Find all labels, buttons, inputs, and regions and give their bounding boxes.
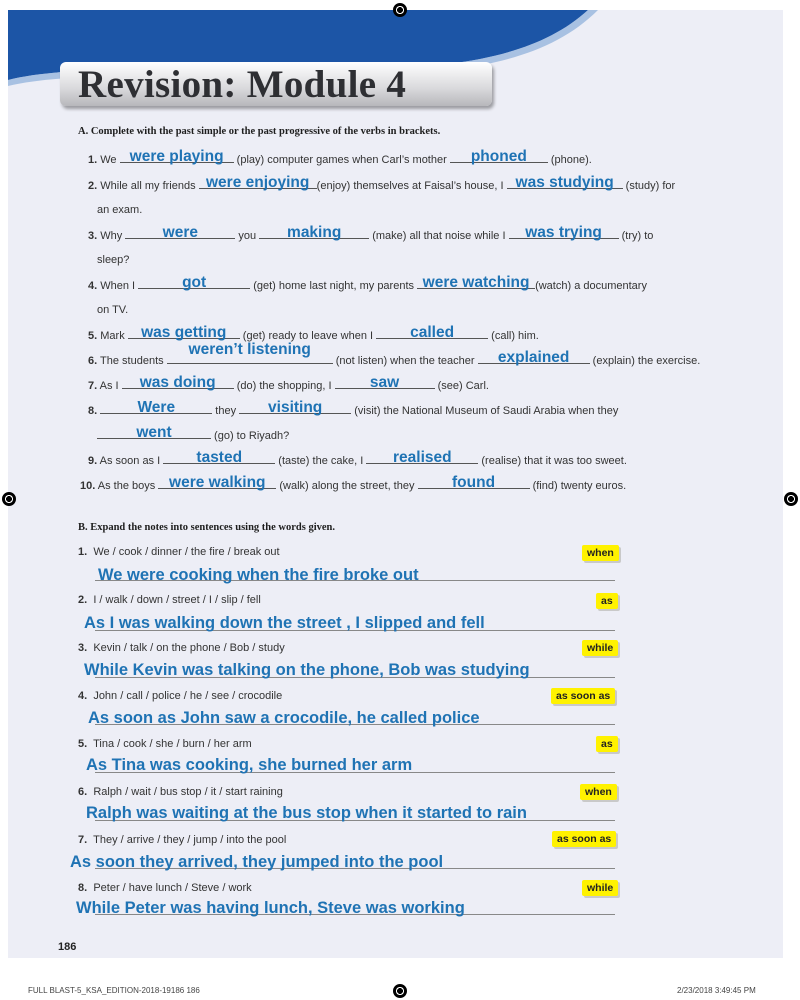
prompt-text: We / cook / dinner / the fire / break out [93,546,280,558]
item-text: (find) twenty euros. [529,480,627,492]
prompt-text: I / walk / down / street / I / slip / fell [93,594,261,606]
section-a-heading: A. Complete with the past simple or the past progressive of the verbs in brackets. [78,126,441,137]
keyword-tag: while [582,880,618,896]
item-text: While all my friends [100,180,199,192]
item-number: 10. [80,480,96,492]
item-text: (try) to [618,230,654,242]
answer-text: were walking [169,473,266,491]
item-continuation: an exam. [97,204,143,216]
item-text: (visit) the National Museum of Saudi Arabia when they [351,405,619,417]
answer-blank[interactable] [125,223,235,241]
section-b-heading: B. Expand the notes into sentences using the words given. [78,522,335,533]
item-text: (watch) a documentary [535,280,647,292]
exercise-a-item-6 [88,340,701,369]
answer-sentence: As I was walking down the street , I slipped and fell [84,614,485,632]
answer-blank[interactable] [366,448,478,466]
answer-text: was studying [515,173,614,191]
prompt-text: They / arrive / they / jump / into the pool [93,834,287,846]
keyword-tag: while [582,640,618,656]
item-continuation: sleep? [97,254,130,266]
answer-text: visiting [268,398,323,416]
keyword-tag: when [582,545,619,561]
item-number: 8. [78,882,88,894]
item-number: 3. [78,642,88,654]
item-text: (do) the shopping, I [233,380,335,392]
item-text: (taste) the cake, I [275,455,367,467]
answer-blank[interactable] [100,398,212,416]
exercise-a-item-1 [88,147,592,168]
item-text: (see) Carl. [434,380,489,392]
keyword-tag: as soon as [552,831,616,847]
answer-blank[interactable] [259,223,369,241]
item-number: 3. [88,230,98,242]
exercise-a-item-8 [88,398,619,419]
answer-text: went [136,423,172,441]
item-number: 1. [88,154,98,166]
answer-text: called [410,323,455,341]
answer-text: tasted [196,448,243,466]
answer-sentence: As Tina was cooking, she burned her arm [86,756,413,774]
answer-blank[interactable] [507,173,623,191]
item-number: 5. [78,738,88,750]
exercise-b-prompt-2 [78,594,261,606]
exercise-a-item-3 [88,223,654,244]
item-number: 1. [78,546,88,558]
keyword-tag: as [596,593,618,609]
exercise-a-item-7 [88,373,489,394]
answer-sentence: While Peter was having lunch, Steve was working [76,899,465,917]
answer-sentence: Ralph was waiting at the bus stop when it started to rain [86,804,527,822]
item-text: As soon as I [99,455,164,467]
answer-text: got [182,273,207,291]
answer-blank[interactable] [239,398,351,416]
answer-text: were enjoying [205,173,310,191]
item-text: We [100,154,120,166]
page-number: 186 [58,941,77,953]
answer-blank[interactable] [417,273,535,291]
item-text: As the boys [97,480,159,492]
prompt-text: Kevin / talk / on the phone / Bob / study [93,642,285,654]
item-text: (call) him. [488,330,539,342]
item-text: (explain) the exercise. [589,355,701,367]
item-number: 8. [88,405,98,417]
item-text: (phone). [547,154,592,166]
item-text: (enjoy) themselves at Faisal’s house, I [316,180,507,192]
answer-text: were watching [422,273,530,291]
answer-blank[interactable] [376,323,488,341]
item-number: 6. [88,355,98,367]
registration-mark-icon [393,984,407,998]
keyword-tag: as soon as [551,688,615,704]
exercise-b-prompt-6 [78,786,283,798]
exercise-a-item-4 [88,273,647,294]
exercise-b-prompt-8 [78,882,252,894]
answer-blank[interactable] [128,323,240,341]
item-number: 9. [88,455,98,467]
answer-sentence: As soon as John saw a crocodile, he called police [88,709,480,727]
keyword-tag: as [596,736,618,752]
answer-blank[interactable] [199,173,317,191]
answer-blank[interactable] [167,340,333,364]
answer-text: found [452,473,496,491]
exercise-a-item-2 [88,173,676,194]
answer-sentence: While Kevin was talking on the phone, Bob was studying [84,661,530,679]
answer-text: were [162,223,198,241]
prompt-text: Peter / have lunch / Steve / work [93,882,252,894]
answer-blank[interactable] [478,348,590,366]
answer-blank[interactable] [158,473,276,491]
answer-blank[interactable] [138,273,250,291]
answer-text: making [287,223,342,241]
prompt-text: Ralph / wait / bus stop / it / start raining [93,786,283,798]
item-number: 2. [78,594,88,606]
answer-text: Were [137,398,176,416]
exercise-b-prompt-7 [78,834,286,846]
prompt-text: Tina / cook / she / burn / her arm [93,738,252,750]
answer-blank[interactable] [335,373,435,391]
answer-text: was getting [141,323,227,341]
answer-text: weren’t listening [188,340,311,358]
item-number: 2. [88,180,98,192]
answer-blank[interactable] [122,373,234,391]
item-number: 4. [88,280,98,292]
answer-text: was trying [525,223,602,241]
item-text: (get) home last night, my parents [250,280,418,292]
item-text: (play) computer games when Carl’s mother [233,154,450,166]
answer-blank[interactable] [97,423,211,441]
answer-text: were playing [129,147,224,165]
item-text: you [235,230,260,242]
item-text: (go) to Riyadh? [211,430,290,442]
answer-blank[interactable] [450,147,548,165]
registration-mark-icon [393,3,407,17]
footer-file-info: FULL BLAST-5_KSA_EDITION-2018-19186 186 [28,986,200,995]
answer-blank[interactable] [509,223,619,241]
item-number: 4. [78,690,88,702]
answer-sentence: As soon they arrived, they jumped into the pool [70,853,444,871]
answer-blank[interactable] [163,448,275,466]
prompt-text: John / call / police / he / see / crocodile [93,690,283,702]
exercise-b-prompt-4 [78,690,282,702]
item-continuation: on TV. [97,304,129,316]
exercise-a-item-9 [88,448,627,469]
answer-blank[interactable] [418,473,530,491]
registration-mark-icon [784,492,798,506]
answer-blank[interactable] [120,147,234,165]
item-text: (make) all that noise while I [369,230,509,242]
item-text: The students [100,355,167,367]
registration-mark-icon [2,492,16,506]
item-text: As I [99,380,122,392]
item-text: (realise) that it was too sweet. [478,455,627,467]
item-text: (get) ready to leave when I [239,330,377,342]
item-text: When I [100,280,139,292]
answer-text: realised [393,448,452,466]
keyword-tag: when [580,784,617,800]
answer-text: was doing [139,373,216,391]
item-text: they [212,405,240,417]
item-number: 5. [88,330,98,342]
exercise-a-item-8-continuation [97,423,290,444]
item-number: 6. [78,786,88,798]
answer-text: phoned [470,147,527,165]
exercise-b-prompt-5 [78,738,252,750]
item-text: (not listen) when the teacher [332,355,478,367]
item-text: Mark [100,330,128,342]
answer-text: explained [497,348,570,366]
footer-timestamp: 2/23/2018 3:49:45 PM [677,986,756,995]
answer-sentence: We were cooking when the fire broke out [98,566,419,584]
page-title: Revision: Module 4 [78,63,407,106]
item-text: (study) for [622,180,676,192]
exercise-b-prompt-3 [78,642,285,654]
exercise-b-prompt-1 [78,546,280,558]
item-text: Why [100,230,126,242]
answer-text: saw [369,373,400,391]
item-text: (walk) along the street, they [276,480,418,492]
item-number: 7. [88,380,98,392]
exercise-a-item-10 [80,473,627,494]
item-number: 7. [78,834,88,846]
